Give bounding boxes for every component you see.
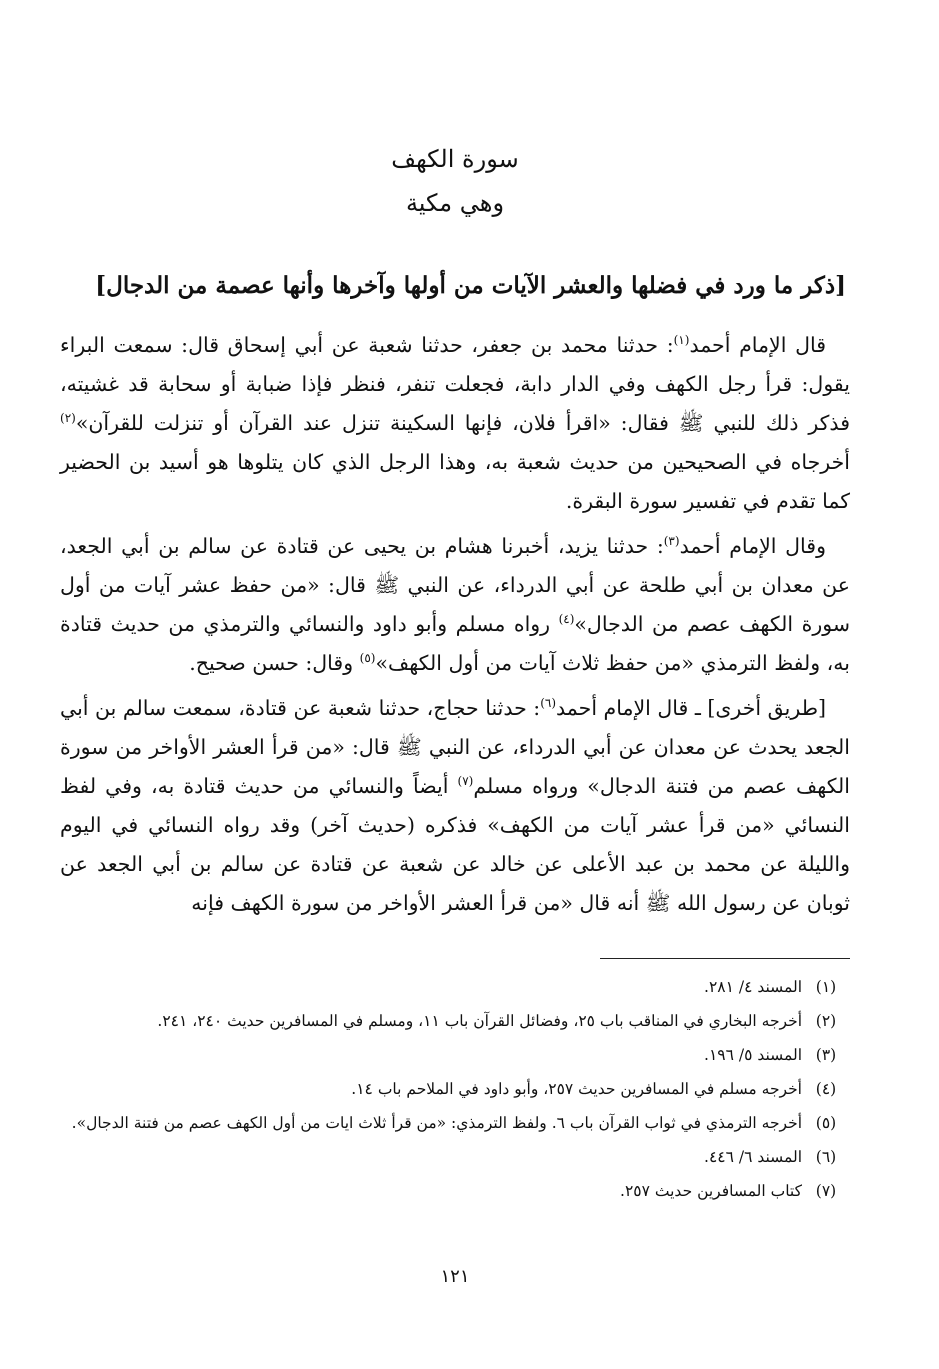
footnote-text: أخرجه الترمذي في ثواب القرآن باب ٦. ولفظ الترمذي: «من قرأ ثلاث ايات من أول الكهف عصم من فتنة الدجال». <box>71 1114 802 1132</box>
section-heading: [ذكر ما ورد في فضلها والعشر الآيات من أولها وآخرها وأنها عصمة من الدجال] <box>95 272 846 299</box>
footnote-ref: (٧) <box>457 774 474 789</box>
paragraph-text: أخرجاه في الصحيحين من حديث شعبة به، وهذا الرجل الذي كان يتلوها هو أسيد بن الحضير كما تقدم في تفسير سورة البقرة. <box>60 450 850 513</box>
footnote-text: المسند ٤/ ٢٨١. <box>704 978 802 996</box>
paragraph-text: رواه مسلم وأبو داود والنسائي والترمذي من حديث قتادة به، ولفظ الترمذي «من حفظ ثلاث آيات من أول الكهف» <box>60 612 850 675</box>
footnote-ref: (٢) <box>60 411 76 426</box>
footnote-item <box>60 970 850 1004</box>
paragraph-1 <box>60 326 850 521</box>
body-text <box>60 326 850 929</box>
paragraph-2 <box>60 527 850 683</box>
surah-title: سورة الكهف <box>391 145 519 173</box>
footnote-number: (٣) <box>815 1046 837 1064</box>
footnote-text: كتاب المسافرين حديث ٢٥٧. <box>620 1182 802 1200</box>
footnote-number: (١) <box>815 978 837 996</box>
paragraph-text: وقال: حسن صحيح. <box>189 651 360 675</box>
footnote-divider <box>600 958 850 959</box>
footnote-text: المسند ٥/ ١٩٦. <box>704 1046 802 1064</box>
footnote-number: (٤) <box>815 1080 837 1098</box>
footnote-ref: (٥) <box>359 651 376 666</box>
footnote-item <box>60 1140 850 1174</box>
paragraph-text: : حدثنا محمد بن جعفر، حدثنا شعبة عن أبي إسحاق قال: سمعت البراء يقول: قرأ رجل الكهف وفي الدار دابة، فجعلت تنفر، فنظر فإذا ضبابة أو سحابة قد غشيته، فذكر ذلك للنبي ﷺ فقال: «اقرأ فلان، فإنها السكينة تنزل عند القرآن أو تنزلت للقرآن» <box>60 333 850 435</box>
footnote-item <box>60 1174 850 1208</box>
footnote-item <box>60 1072 850 1106</box>
paragraph-3 <box>60 689 850 923</box>
footnote-item <box>60 1004 850 1038</box>
footnote-item <box>60 1106 850 1140</box>
footnote-text: المسند ٦/ ٤٤٦. <box>704 1148 802 1166</box>
footnotes <box>60 970 850 1208</box>
footnote-number: (٥) <box>815 1114 837 1132</box>
page-number: ١٢١ <box>440 1266 470 1287</box>
paragraph-text: : حدثنا يزيد، أخبرنا هشام بن يحيى عن قتادة عن سالم بن أبي الجعد، عن معدان بن أبي طلحة عن أبي الدرداء، عن النبي ﷺ قال: «من حفظ عشر آيات من أول سورة الكهف عصم من الدجال» <box>60 534 851 636</box>
surah-type: وهي مكية <box>405 189 505 217</box>
book-page <box>60 0 850 1369</box>
footnote-ref: (٦) <box>540 696 557 711</box>
footnote-text: أخرجه مسلم في المسافرين حديث ٢٥٧، وأبو داود في الملاحم باب ١٤. <box>351 1080 802 1098</box>
footnote-item <box>60 1038 850 1072</box>
footnote-ref: (١) <box>673 333 690 348</box>
paragraph-lead: [طريق أخرى] ـ قال الإمام أحمد <box>556 696 827 720</box>
footnote-number: (٧) <box>815 1182 837 1200</box>
footnote-ref: (٤) <box>558 612 575 627</box>
footnote-number: (٢) <box>815 1012 837 1030</box>
paragraph-lead: وقال الإمام أحمد <box>679 534 826 558</box>
paragraph-lead: قال الإمام أحمد <box>689 333 827 357</box>
paragraph-text: : حدثنا حجاج، حدثنا شعبة عن قتادة، سمعت سالم بن أبي الجعد يحدث عن معدان عن أبي الدرداء، عن النبي ﷺ قال: «من قرأ العشر الأواخر من سورة الكهف عصم من فتنة الدجال» ورواه مسلم <box>60 696 850 798</box>
footnote-number: (٦) <box>815 1148 837 1166</box>
footnote-ref: (٣) <box>663 534 680 549</box>
paragraph-text: أيضاً والنسائي من حديث قتادة به، وفي لفظ النسائي «من قرأ عشر آيات من الكهف» فذكره (حديث آخر) وقد رواه النسائي في اليوم والليلة عن محمد بن عبد الأعلى عن خالد عن شعبة عن قتادة عن سالم بن أبي الجعد عن ثوبان عن رسول الله ﷺ أنه قال «من قرأ العشر الأواخر من سورة الكهف فإنه <box>60 774 850 915</box>
footnote-text: أخرجه البخاري في المناقب باب ٢٥، وفضائل القرآن باب ١١، ومسلم في المسافرين حديث ٢٤٠، ٢٤١. <box>157 1012 802 1030</box>
